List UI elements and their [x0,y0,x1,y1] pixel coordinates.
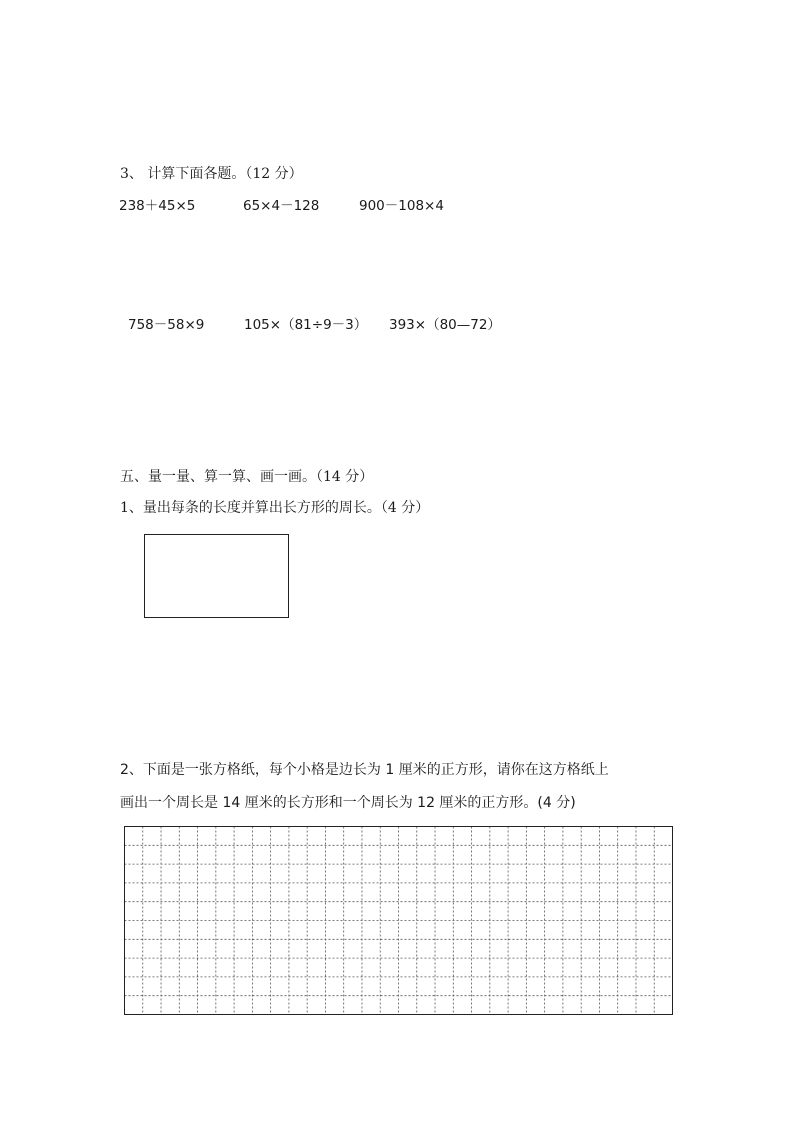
question-1: 1、量出每条的长度并算出长方形的周长。（4 分） [120,500,430,516]
expression-3: 900－108×4 [359,198,444,214]
expression-2: 65×4－128 [243,198,320,214]
section5-title: 五、量一量、算一算、画一画。（14 分） [120,469,374,485]
expression-6: 393×（80—72） [389,317,501,333]
question-2-line-1: 2、下面是一张方格纸，每个小格是边长为 1 厘米的正方形，请你在这方格纸上 [120,762,609,778]
grid-paper[interactable] [124,826,673,1015]
question-2-line-2: 画出一个周长是 14 厘米的长方形和一个周长为 12 厘米的正方形。(4 分) [120,795,576,811]
section3-title: 3、 计算下面各题。（12 分） [120,166,303,182]
expression-5: 105×（81÷9－3） [244,317,368,333]
expression-4: 758－58×9 [128,317,205,333]
measure-rectangle [144,534,289,618]
expression-1: 238＋45×5 [119,198,196,214]
